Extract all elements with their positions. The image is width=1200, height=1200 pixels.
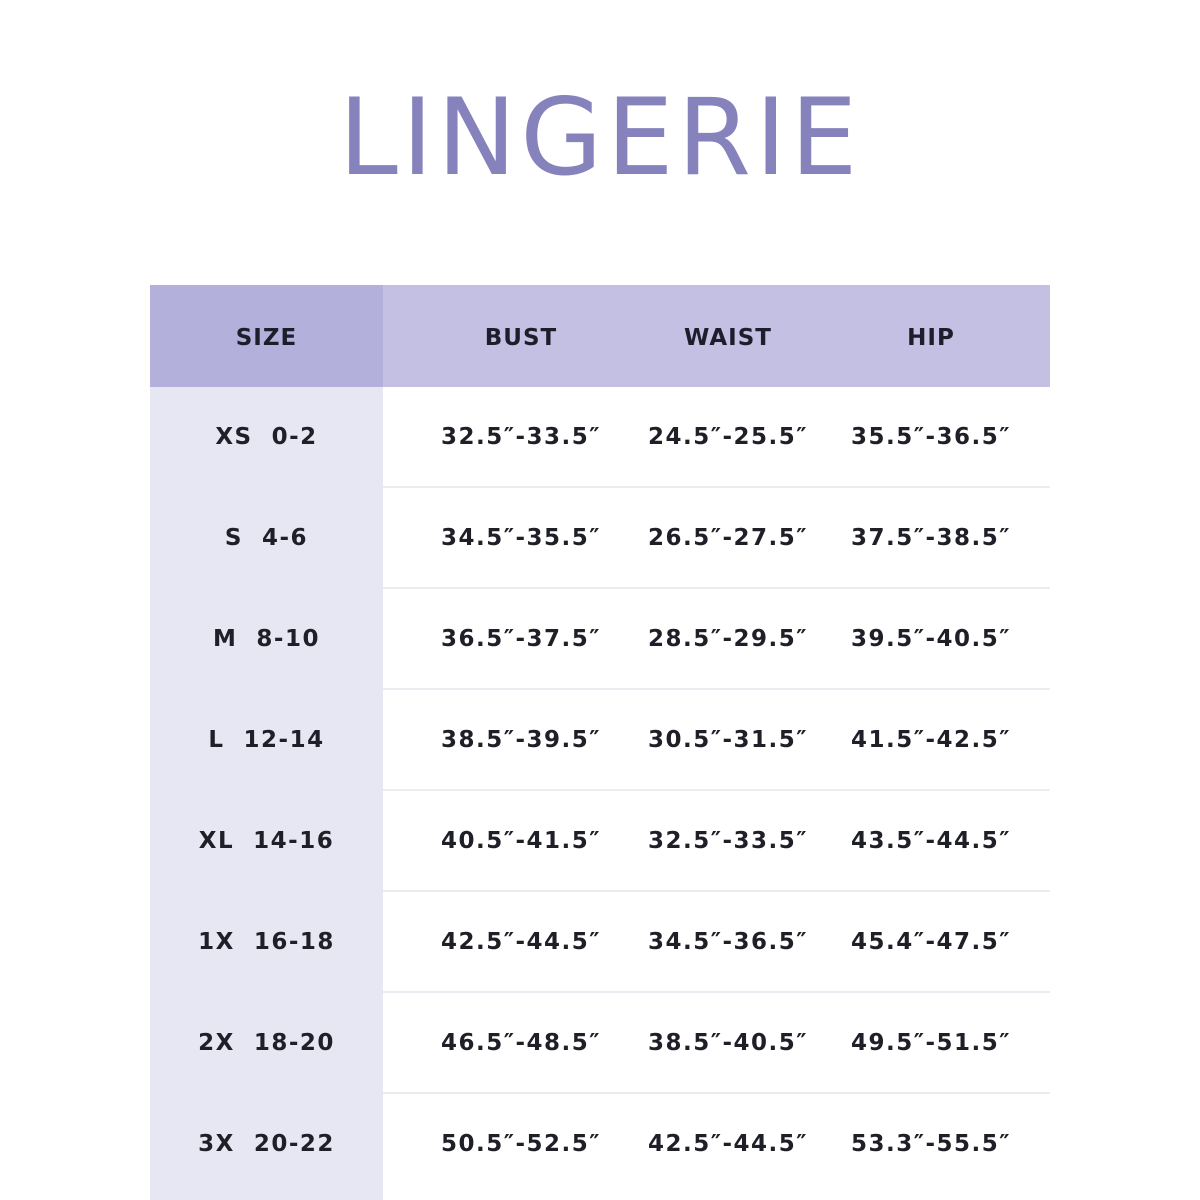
hip-cell: 49.5″-51.5″ — [850, 1030, 1012, 1056]
size-cell: 2X 18-20 — [198, 1030, 335, 1056]
table-row — [150, 690, 1050, 791]
bust-cell: 40.5″-41.5″ — [440, 828, 602, 854]
size-cell: XL 14-16 — [198, 828, 335, 854]
bust-cell: 46.5″-48.5″ — [440, 1030, 602, 1056]
waist-cell: 24.5″-25.5″ — [647, 424, 809, 450]
header-waist: WAIST — [684, 325, 772, 351]
table-row — [150, 387, 1050, 488]
size-cell: S 4-6 — [224, 525, 309, 551]
hip-cell: 41.5″-42.5″ — [850, 727, 1012, 753]
waist-cell: 32.5″-33.5″ — [647, 828, 809, 854]
hip-cell: 39.5″-40.5″ — [850, 626, 1012, 652]
table-row — [150, 892, 1050, 993]
hip-cell: 37.5″-38.5″ — [850, 525, 1012, 551]
hip-cell: 53.3″-55.5″ — [850, 1131, 1012, 1157]
table-header — [150, 285, 1050, 387]
table-row — [150, 791, 1050, 892]
header-bust: BUST — [484, 325, 558, 351]
bust-cell: 42.5″-44.5″ — [440, 929, 602, 955]
table-row — [150, 488, 1050, 589]
table-row — [150, 1094, 1050, 1195]
hip-cell: 45.4″-47.5″ — [850, 929, 1012, 955]
size-cell: L 12-14 — [208, 727, 325, 753]
waist-cell: 34.5″-36.5″ — [647, 929, 809, 955]
bust-cell: 36.5″-37.5″ — [440, 626, 602, 652]
bust-cell: 34.5″-35.5″ — [440, 525, 602, 551]
waist-cell: 38.5″-40.5″ — [647, 1030, 809, 1056]
header-hip: HIP — [907, 325, 955, 351]
bust-cell: 32.5″-33.5″ — [440, 424, 602, 450]
size-cell: 3X 20-22 — [198, 1131, 335, 1157]
page-title: LINGERIE — [338, 76, 862, 199]
bust-cell: 50.5″-52.5″ — [440, 1131, 602, 1157]
size-cell: XS 0-2 — [215, 424, 318, 450]
hip-cell: 43.5″-44.5″ — [850, 828, 1012, 854]
size-cell: 1X 16-18 — [198, 929, 335, 955]
table-row — [150, 993, 1050, 1094]
bust-cell: 38.5″-39.5″ — [440, 727, 602, 753]
header-size: SIZE — [235, 325, 298, 351]
waist-cell: 42.5″-44.5″ — [647, 1131, 809, 1157]
waist-cell: 30.5″-31.5″ — [647, 727, 809, 753]
waist-cell: 26.5″-27.5″ — [647, 525, 809, 551]
hip-cell: 35.5″-36.5″ — [850, 424, 1012, 450]
table-row — [150, 589, 1050, 690]
size-chart-table — [150, 285, 1050, 1200]
size-cell: M 8-10 — [213, 626, 320, 652]
waist-cell: 28.5″-29.5″ — [647, 626, 809, 652]
